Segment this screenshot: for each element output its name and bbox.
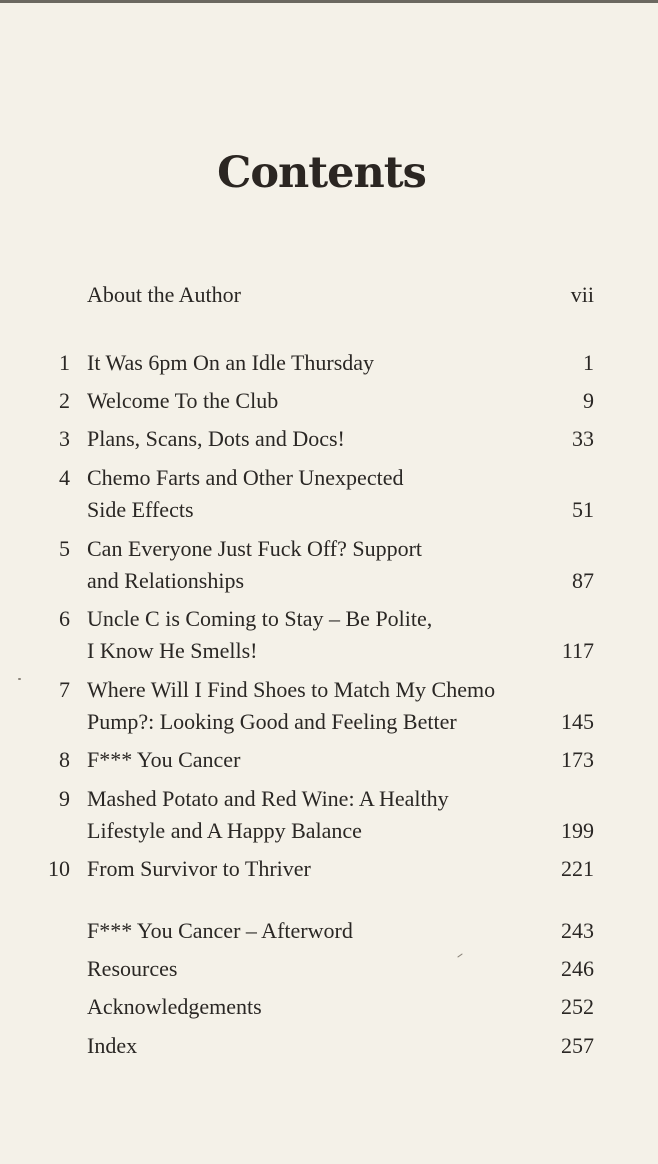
- chapter-title-line: Welcome To the Club: [87, 388, 279, 413]
- toc-chapter-7: [0, 674, 658, 738]
- chapter-page: 173: [561, 747, 594, 772]
- toc-entry-back: [0, 991, 658, 1023]
- chapter-number: 2: [59, 388, 70, 413]
- chapter-number: 3: [59, 426, 70, 451]
- toc-chapter-3: [0, 423, 658, 455]
- toc-entry-label: About the Author: [87, 282, 241, 307]
- chapter-title-line: Pump?: Looking Good and Feeling Better: [87, 709, 457, 734]
- toc-chapter-6: [0, 603, 658, 667]
- chapter-title-line: From Survivor to Thriver: [87, 856, 311, 881]
- chapter-page: 145: [561, 709, 594, 734]
- page-title: Contents: [217, 148, 426, 198]
- toc-chapter-10: [0, 853, 658, 885]
- toc-chapter-2: [0, 385, 658, 417]
- toc-chapter-8: [0, 744, 658, 776]
- chapter-number: 10: [48, 856, 70, 881]
- chapter-page: 9: [583, 388, 594, 413]
- toc-entry-page: 246: [561, 956, 594, 981]
- chapter-number: 8: [59, 747, 70, 772]
- chapter-title-line: F*** You Cancer: [87, 747, 241, 772]
- chapter-page: 51: [572, 497, 594, 522]
- chapter-title-line: Plans, Scans, Dots and Docs!: [87, 426, 345, 451]
- chapter-page: 199: [561, 818, 594, 843]
- chapter-title-line: Lifestyle and A Happy Balance: [87, 818, 362, 843]
- chapter-title-line: I Know He Smells!: [87, 638, 258, 663]
- chapter-title-line: It Was 6pm On an Idle Thursday: [87, 350, 375, 375]
- toc-entry-back: [0, 1030, 658, 1062]
- toc-entry-page: 257: [561, 1033, 594, 1058]
- page-top-edge: [0, 0, 658, 3]
- toc-entry-back: [0, 953, 658, 985]
- chapter-page: 1: [583, 350, 594, 375]
- chapter-number: 1: [59, 350, 70, 375]
- toc-chapter-5: [0, 533, 658, 597]
- toc-entry-front: [0, 279, 658, 311]
- toc-entry-label: Index: [87, 1033, 138, 1058]
- chapter-page: 33: [572, 426, 594, 451]
- chapter-page: 87: [572, 568, 594, 593]
- chapter-page: 221: [561, 856, 594, 881]
- chapter-title-line: Where Will I Find Shoes to Match My Chemo: [87, 677, 496, 702]
- toc-entry-page: 243: [561, 918, 594, 943]
- paper-speck: [18, 678, 21, 680]
- toc-chapter-4: [0, 462, 658, 526]
- chapter-title-line: Mashed Potato and Red Wine: A Healthy: [87, 786, 449, 811]
- toc-entry-back: [0, 915, 658, 947]
- chapter-number: 5: [59, 536, 70, 561]
- chapter-number: 6: [59, 606, 70, 631]
- chapter-page: 117: [561, 638, 594, 663]
- chapter-number: 9: [59, 786, 70, 811]
- toc-entry-page: vii: [570, 282, 594, 307]
- toc-entry-label: Acknowledgements: [87, 994, 262, 1019]
- chapter-title-line: Chemo Farts and Other Unexpected: [87, 465, 404, 490]
- chapter-number: 4: [59, 465, 70, 490]
- toc-entry-label: Resources: [87, 956, 178, 981]
- toc-chapter-9: [0, 783, 658, 847]
- chapter-number: 7: [59, 677, 70, 702]
- chapter-title-line: Uncle C is Coming to Stay – Be Polite,: [87, 606, 433, 631]
- chapter-title-line: Can Everyone Just Fuck Off? Support: [87, 536, 423, 561]
- toc-chapter-1: [0, 347, 658, 379]
- chapter-title-line: and Relationships: [87, 568, 245, 593]
- chapter-title-line: Side Effects: [87, 497, 194, 522]
- toc-entry-page: 252: [561, 994, 594, 1019]
- toc-entry-label: F*** You Cancer – Afterword: [87, 918, 353, 943]
